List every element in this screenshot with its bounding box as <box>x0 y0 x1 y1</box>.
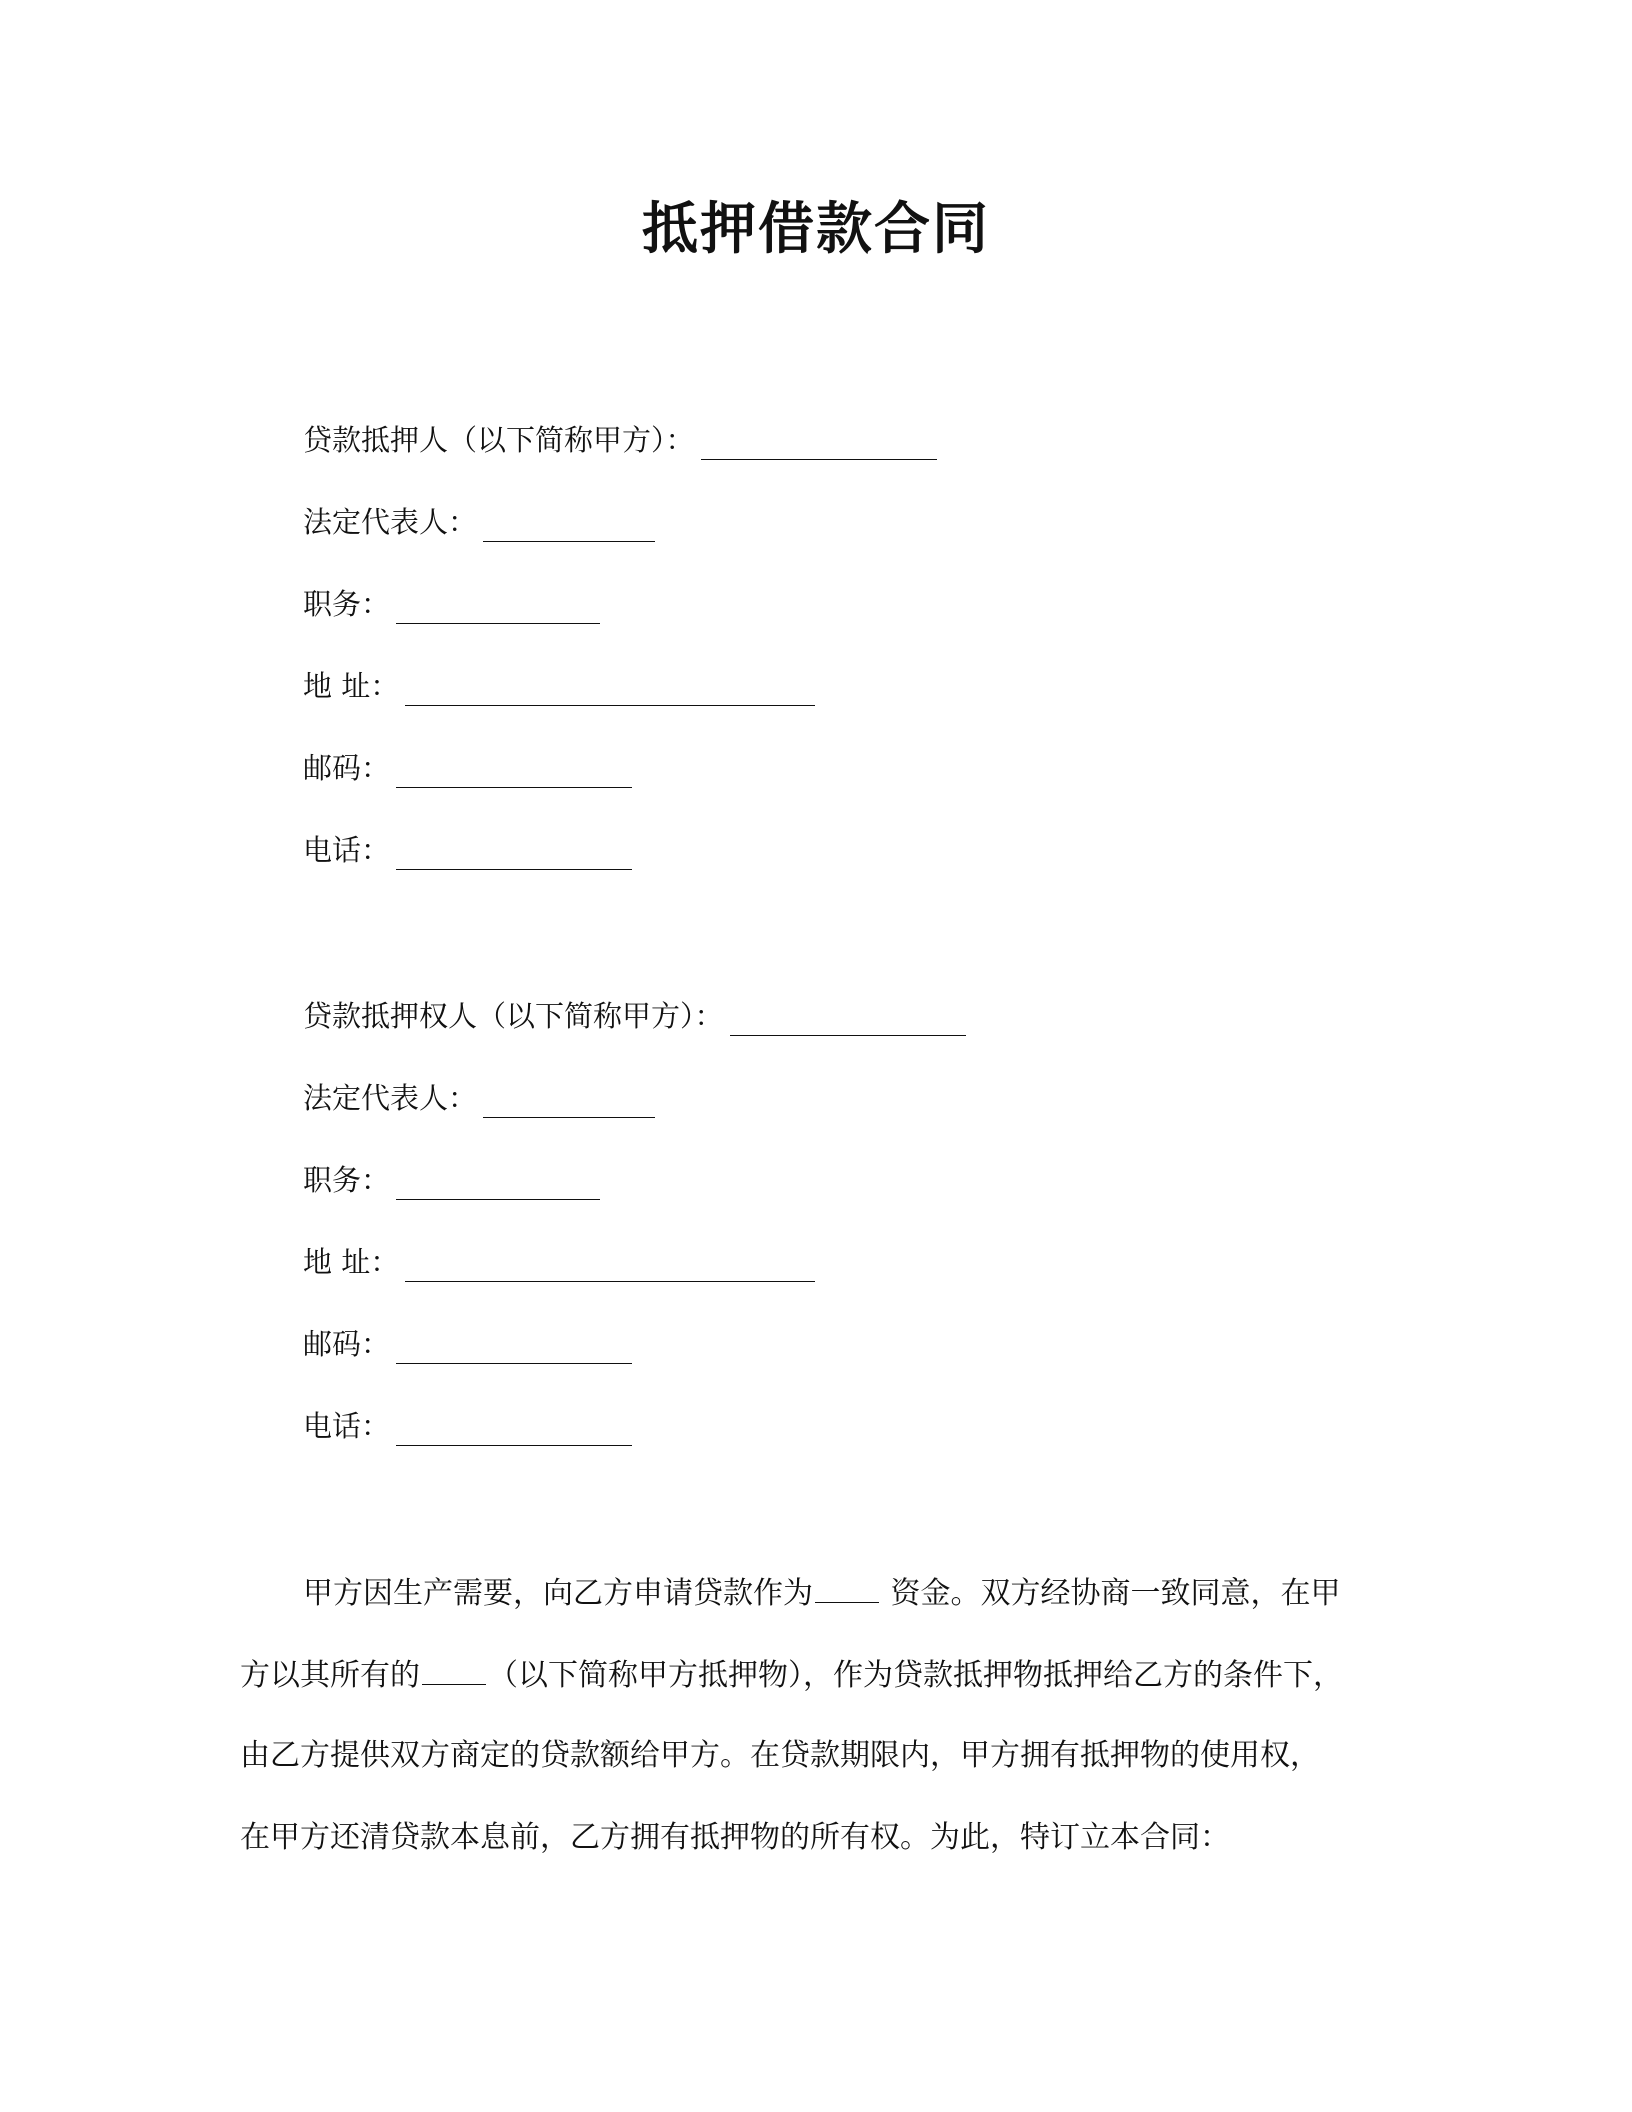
party-a-address-blank[interactable] <box>405 671 815 706</box>
party-b-position-blank[interactable] <box>396 1165 600 1200</box>
party-a-position-label: 职务： <box>303 587 391 621</box>
preamble-line-4: 在甲方还清贷款本息前，乙方拥有抵押物的所有权。为此，特订立本合同： <box>240 1820 1230 1855</box>
party-a-rep-blank[interactable] <box>483 507 655 542</box>
party-a-address-label: 地 址： <box>303 669 400 703</box>
party-b-phone-blank[interactable] <box>396 1411 632 1446</box>
party-b-rep-blank[interactable] <box>483 1083 655 1118</box>
preamble-line-3: 由乙方提供双方商定的贷款额给甲方。在贷款期限内，甲方拥有抵押物的使用权， <box>240 1738 1320 1773</box>
party-b-name-label: 贷款抵押权人（以下简称甲方）： <box>303 999 724 1033</box>
preamble-line-1 <box>303 1572 1341 1612</box>
preamble-line-2-b: （以下简称甲方抵押物），作为贷款抵押物抵押给乙方的条件下， <box>488 1658 1343 1693</box>
party-a-name-field <box>303 420 937 460</box>
party-a-name-label: 贷款抵押人（以下简称甲方）： <box>303 423 695 457</box>
party-a-phone-field <box>303 830 632 870</box>
party-b-rep-field <box>303 1078 655 1118</box>
party-a-position-blank[interactable] <box>396 589 600 624</box>
party-a-rep-label: 法定代表人： <box>303 505 478 539</box>
party-a-name-blank[interactable] <box>701 425 937 460</box>
party-a-rep-field <box>303 502 655 542</box>
preamble-line-1-a: 甲方因生产需要，向乙方申请贷款作为 <box>303 1576 813 1611</box>
party-a-address-field <box>303 666 815 706</box>
party-b-address-blank[interactable] <box>405 1247 815 1282</box>
party-b-phone-label: 电话： <box>303 1409 391 1443</box>
collateral-blank[interactable] <box>422 1654 486 1685</box>
preamble-line-2 <box>240 1654 1343 1694</box>
fund-purpose-blank[interactable] <box>815 1572 879 1603</box>
party-b-rep-label: 法定代表人： <box>303 1081 478 1115</box>
party-b-address-label: 地 址： <box>303 1245 400 1279</box>
party-b-phone-field <box>303 1406 632 1446</box>
party-a-postcode-field <box>303 748 632 788</box>
party-b-name-field <box>303 996 966 1036</box>
party-a-postcode-label: 邮码： <box>303 751 391 785</box>
party-b-postcode-field <box>303 1324 632 1364</box>
preamble-line-2-a: 方以其所有的 <box>240 1658 420 1693</box>
party-b-name-blank[interactable] <box>730 1001 966 1036</box>
party-b-postcode-label: 邮码： <box>303 1327 391 1361</box>
party-b-postcode-blank[interactable] <box>396 1329 632 1364</box>
preamble-line-1-b: 资金。双方经协商一致同意，在甲 <box>881 1576 1341 1611</box>
document-title: 抵押借款合同 <box>642 197 990 262</box>
party-a-phone-label: 电话： <box>303 833 391 867</box>
party-b-address-field <box>303 1242 815 1282</box>
party-b-position-label: 职务： <box>303 1163 391 1197</box>
party-a-position-field <box>303 584 600 624</box>
party-a-postcode-blank[interactable] <box>396 753 632 788</box>
party-b-position-field <box>303 1160 600 1200</box>
party-a-phone-blank[interactable] <box>396 835 632 870</box>
